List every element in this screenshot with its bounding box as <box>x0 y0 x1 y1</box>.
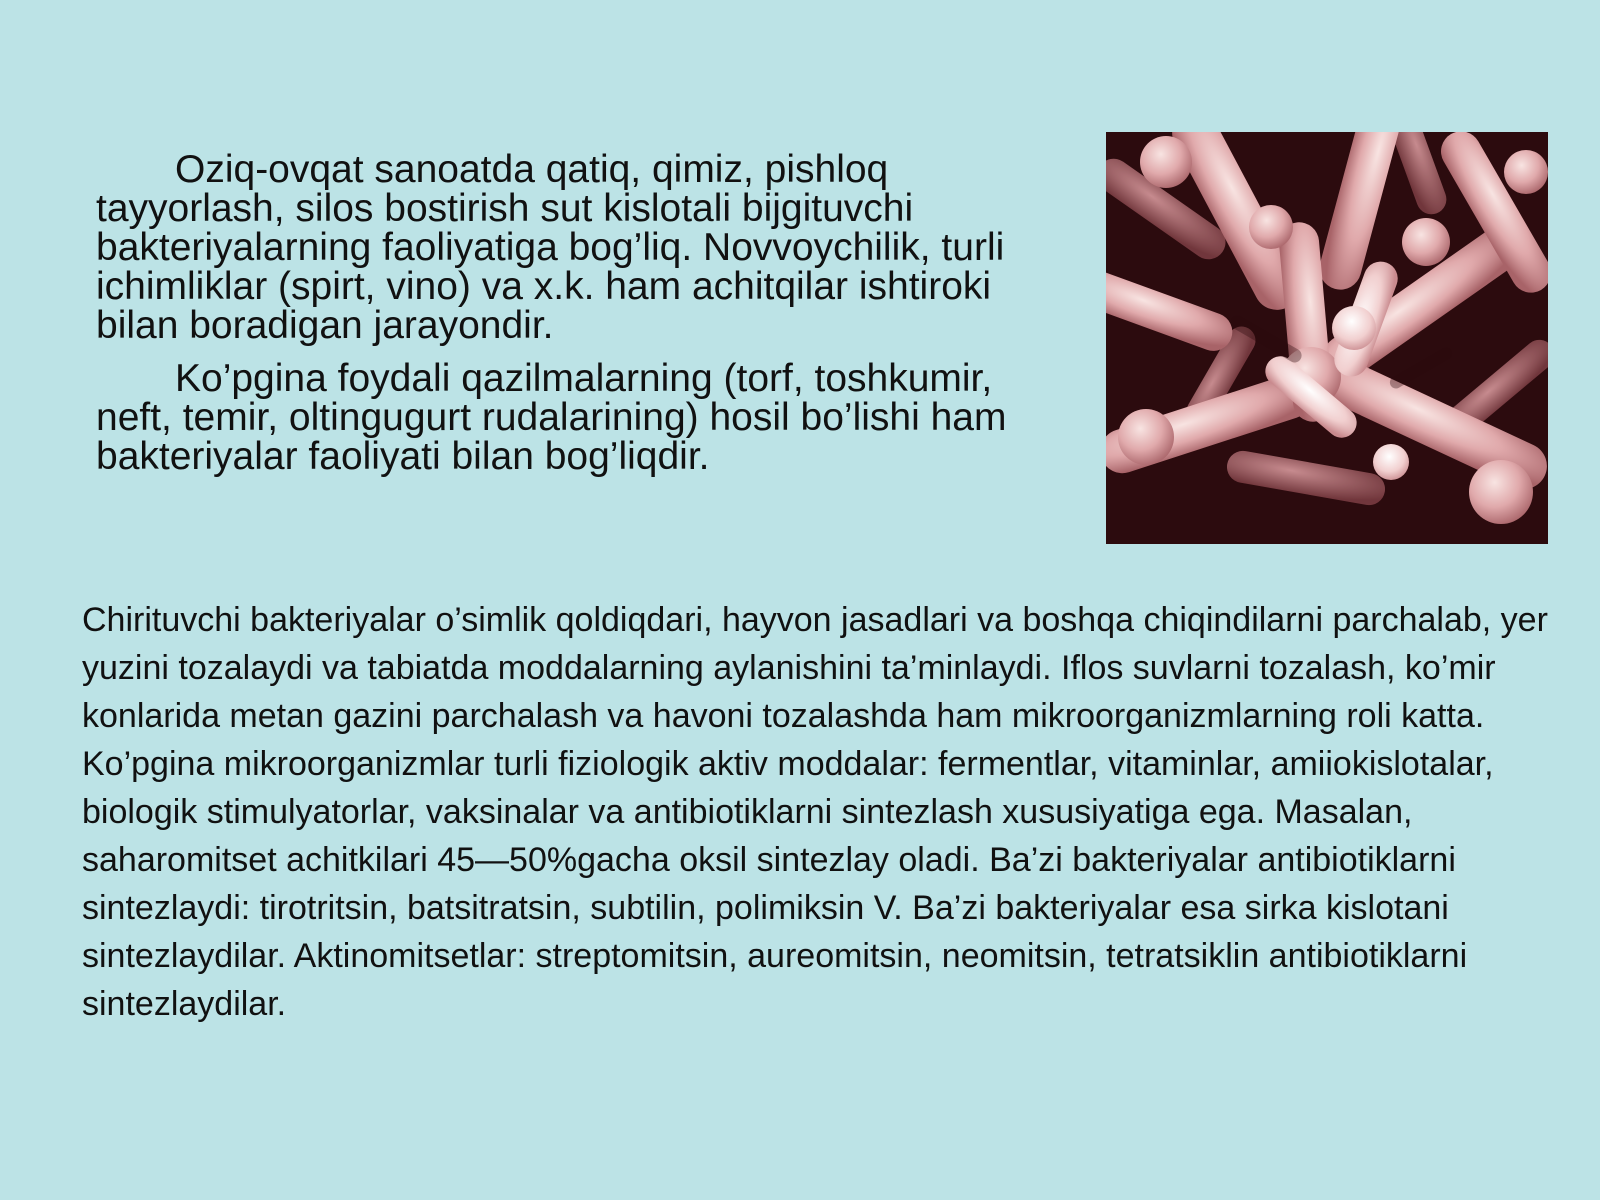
paragraph-minerals: Ko’pgina foydali qazilmalarning (torf, toshkumir, neft, temir, oltingugurt rudalarining) hosil bo’lishi ham bakteriyalar faoliyati bilan bog’liqdir. <box>96 357 1007 478</box>
paragraph-food-industry: Oziq-ovqat sanoatda qatiq, qimiz, pishloq tayyorlash, silos bostirish sut kislotali bijgituvchi bakteriyalarning faoliyatiga bog’liq. Novvoychilik, turli ichimliklar (spirt, vino) va x.k. ham achitqilar ishtiroki bilan boradigan jarayondir. <box>96 148 1005 347</box>
bacteria-micrograph-image <box>1106 132 1548 544</box>
bacteria-micrograph-drawing <box>1106 132 1548 544</box>
top-text-block <box>96 150 1066 476</box>
body-text-microorganisms: Chirituvchi bakteriyalar o’simlik qoldiqdari, hayvon jasadlari va boshqa chiqindilarni parchalab, yer yuzini tozalaydi va tabiatda moddalarning aylanishini ta’minlaydi. Iflos suvlarni tozalash, ko’mir konlarida metan gazini parchalash va havoni tozalashda ham mikroorganizmlarning roli katta. Ko’pgina mikroorganizmlar turli fiziologik aktiv moddalar: fermentlar, vitaminlar, amiiokislotalar, biologik stimulyatorlar, vaksinalar va antibiotiklarni sintezlash xususiyatiga ega. Masalan, saharomitset achitkilari 45—50%gacha oksil sintezlay oladi. Ba’zi bakteriyalar antibiotiklarni sintezlaydi: tirotritsin, batsitratsin, subtilin, polimiksin V. Ba’zi bakteriyalar esa sirka kislotani sintezlaydilar. Aktinomitsetlar: streptomitsin, aureomitsin, neomitsin, tetratsiklin antibiotiklarni sintezlaydilar. <box>82 601 1548 1023</box>
